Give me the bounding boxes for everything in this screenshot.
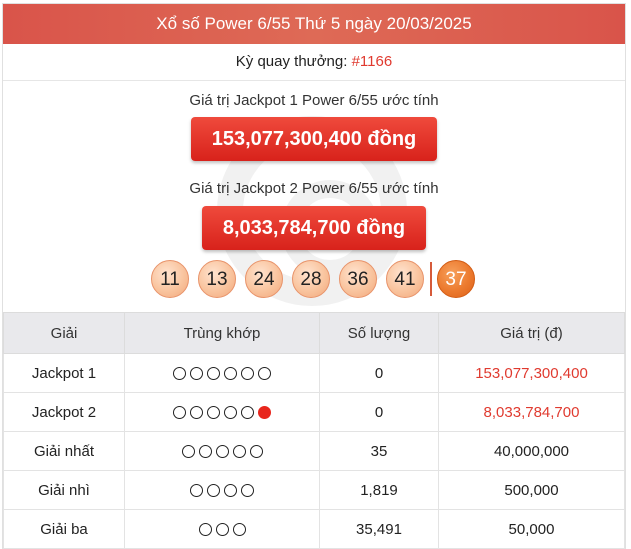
match-circle-icon [224,406,237,419]
match-circle-icon [241,367,254,380]
winning-numbers [3,260,625,302]
match-circle-icon [173,367,186,380]
number-ball: 11 [151,260,189,298]
col-header-count: Số lượng [320,313,439,354]
match-circle-icon [216,445,229,458]
match-indicator [125,510,320,549]
match-circle-icon [241,406,254,419]
match-circle-icon [199,445,212,458]
prize-name: Jackpot 1 [4,354,125,393]
match-indicator [125,393,320,432]
results-title: Xổ số Power 6/55 Thứ 5 ngày 20/03/2025 [3,4,625,44]
match-circle-icon [182,445,195,458]
table-row [4,432,625,471]
jackpot1-label: Giá trị Jackpot 1 Power 6/55 ước tính [189,92,439,109]
prize-value: 153,077,300,400 [439,354,625,393]
jackpot2-label: Giá trị Jackpot 2 Power 6/55 ước tính [189,180,439,197]
col-header-prize: Giải [4,313,125,354]
match-circle-icon [250,445,263,458]
prize-name: Giải nhì [4,471,125,510]
match-circle-icon [233,523,246,536]
match-circle-icon [207,367,220,380]
match-circle-icon [190,406,203,419]
match-indicator [125,354,320,393]
match-circle-icon [241,484,254,497]
prize-table [3,312,625,549]
table-header-row [4,313,625,354]
jackpot1-value: 153,077,300,400 đồng [191,117,437,161]
match-indicator [125,432,320,471]
match-indicator [125,471,320,510]
match-circle-icon [199,523,212,536]
table-row [4,510,625,549]
prize-value: 40,000,000 [439,432,625,471]
match-circle-icon [207,406,220,419]
results-card [2,3,626,549]
jackpot2-value: 8,033,784,700 đồng [202,206,426,250]
winner-count: 0 [320,393,439,432]
match-circle-icon [173,406,186,419]
power-ball: 37 [437,260,475,298]
match-circle-icon [190,367,203,380]
winner-count: 1,819 [320,471,439,510]
match-circle-icon [224,367,237,380]
draw-number[interactable]: #1166 [351,53,393,70]
match-circle-icon [190,484,203,497]
winner-count: 35,491 [320,510,439,549]
power-match-circle-icon [258,406,271,419]
number-ball: 28 [292,260,330,298]
number-ball: 13 [198,260,236,298]
prize-name: Jackpot 2 [4,393,125,432]
col-header-matches: Trùng khớp [125,313,320,354]
prize-name: Giải nhất [4,432,125,471]
draw-info [3,44,625,81]
match-circle-icon [216,523,229,536]
prize-value: 50,000 [439,510,625,549]
table-row [4,354,625,393]
match-circle-icon [258,367,271,380]
power-separator [430,262,432,296]
match-circle-icon [224,484,237,497]
prize-value: 8,033,784,700 [439,393,625,432]
draw-label: Kỳ quay thưởng: [235,53,352,70]
number-ball: 36 [339,260,377,298]
prize-name: Giải ba [4,510,125,549]
table-row [4,471,625,510]
match-circle-icon [233,445,246,458]
prize-value: 500,000 [439,471,625,510]
number-ball: 41 [386,260,424,298]
number-ball: 24 [245,260,283,298]
winner-count: 0 [320,354,439,393]
match-circle-icon [207,484,220,497]
winner-count: 35 [320,432,439,471]
table-row [4,393,625,432]
col-header-value: Giá trị (đ) [439,313,625,354]
